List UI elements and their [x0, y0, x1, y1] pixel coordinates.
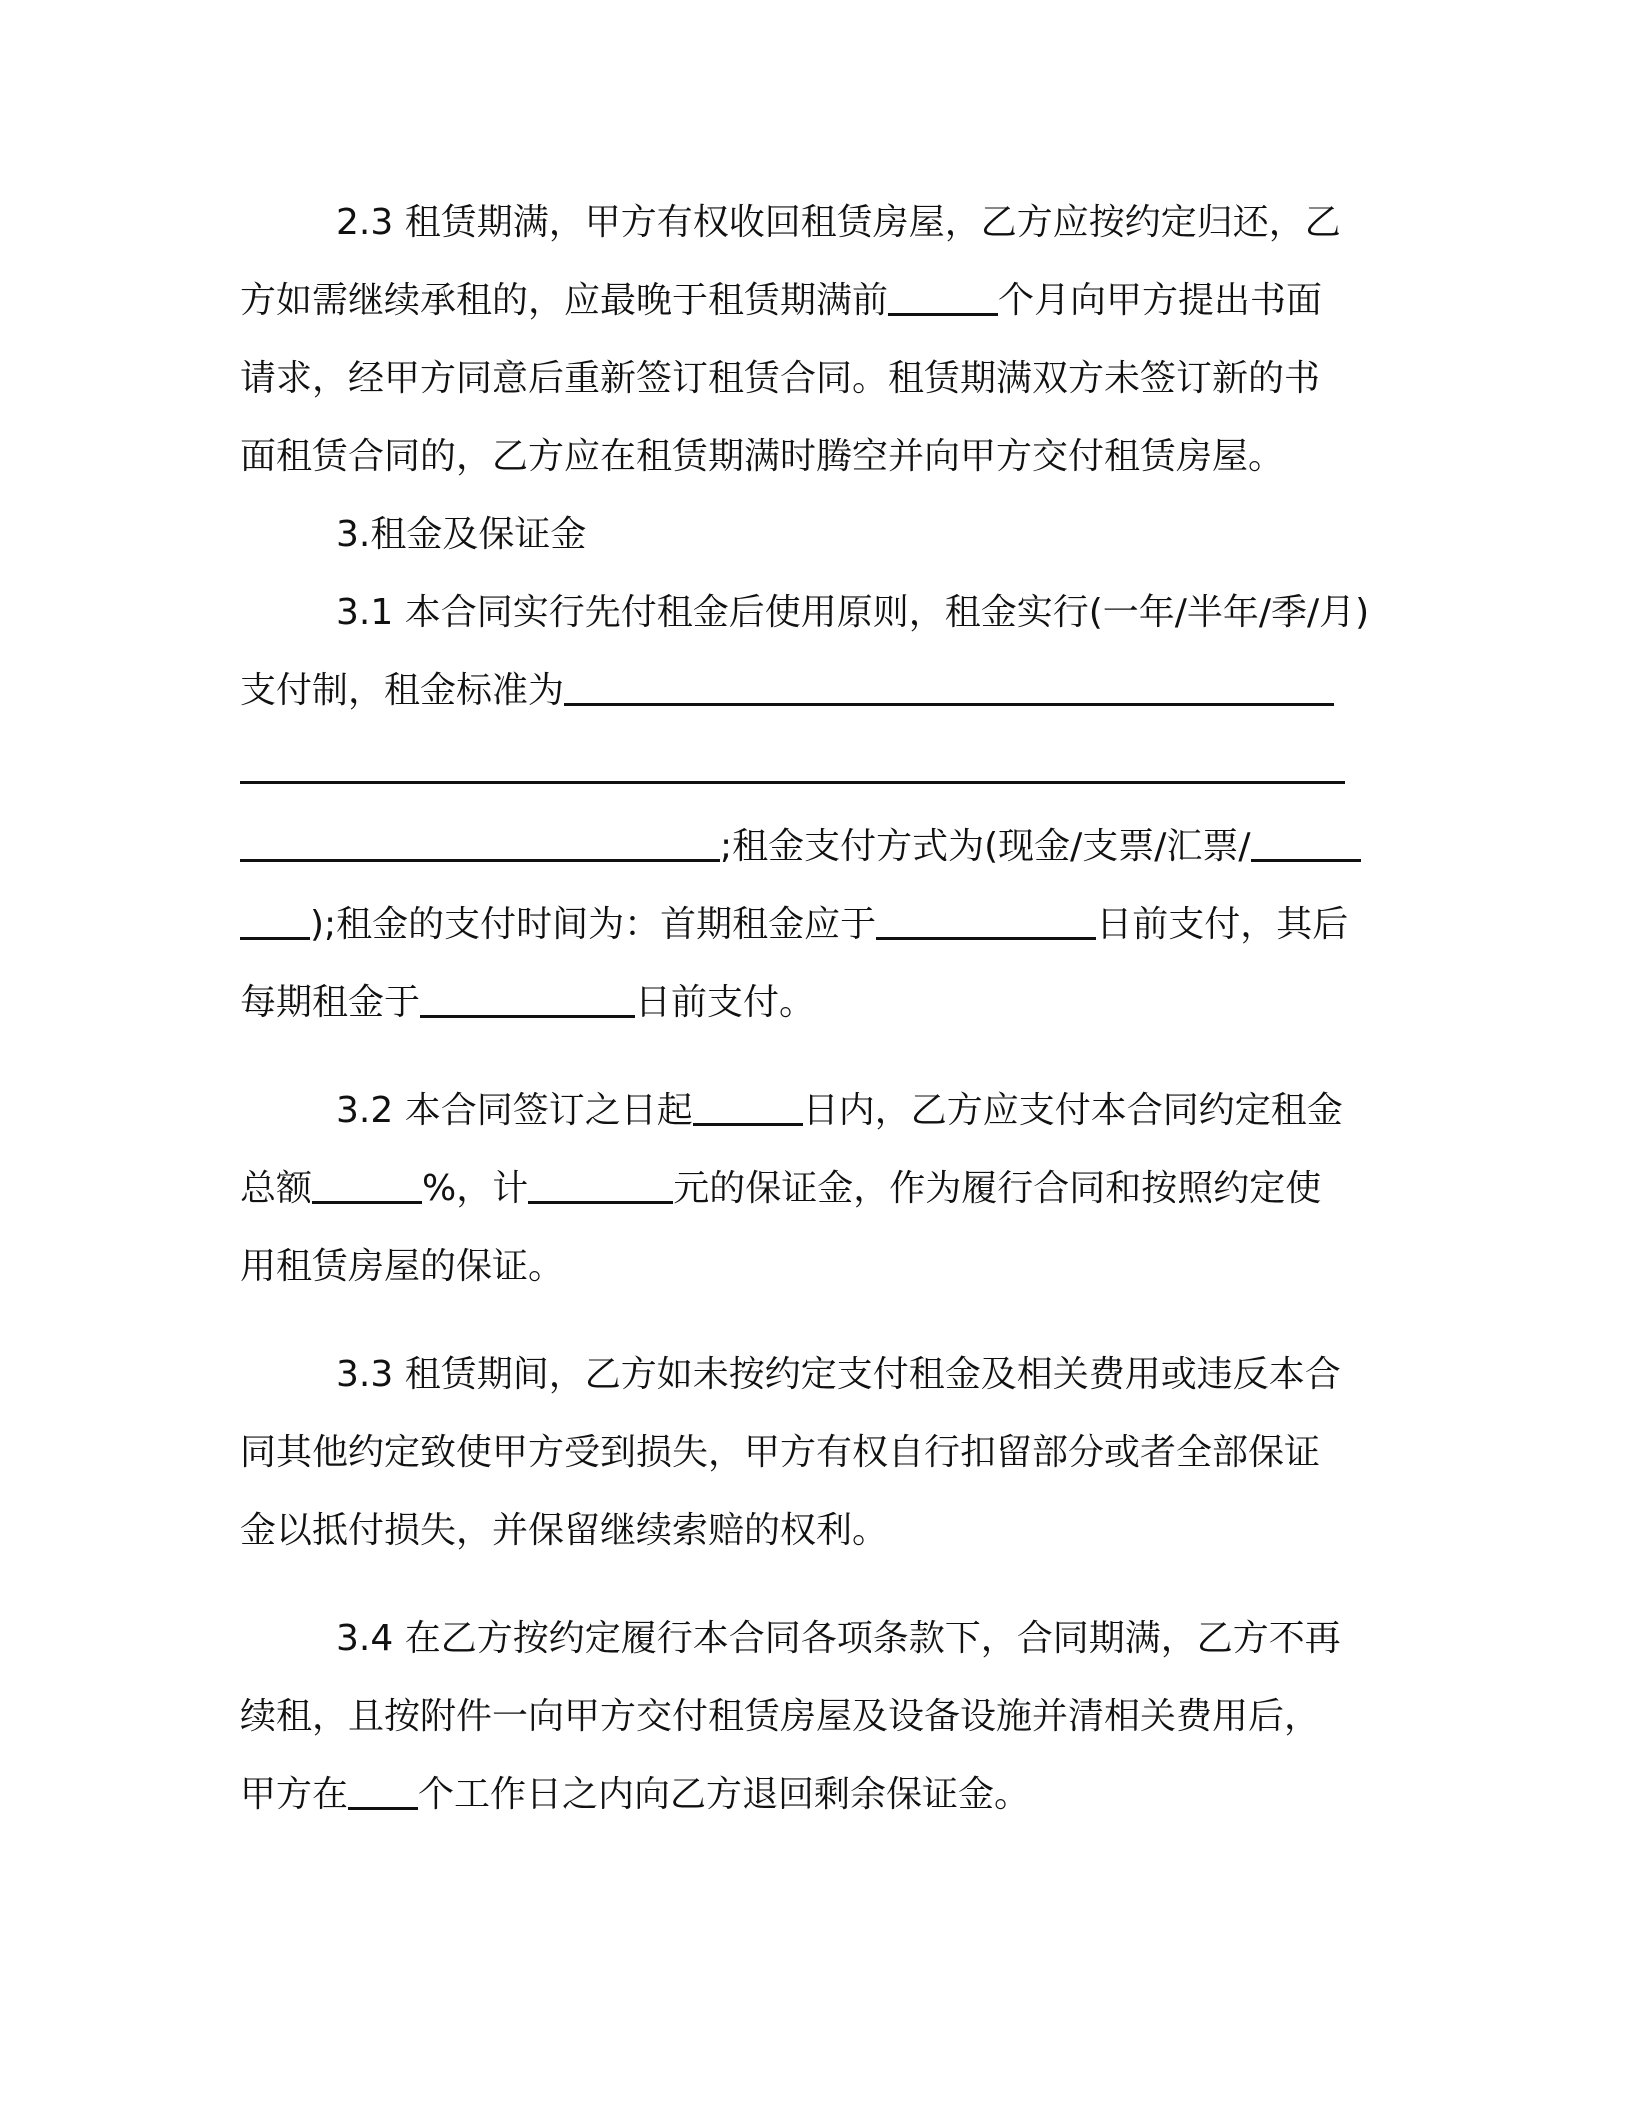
paragraph-2-3: [240, 184, 1400, 496]
paragraph-line: 金以抵付损失，并保留继续索赔的权利。: [240, 1510, 889, 1551]
paragraph-line: 面租赁合同的，乙方应在租赁期满时腾空并向甲方交付租赁房屋。: [240, 436, 1285, 477]
text-run: %，计: [422, 1168, 529, 1209]
paragraph-line: [240, 1756, 1400, 1834]
payment-method-blank: [240, 905, 310, 940]
text-run: 每期租金于: [240, 982, 421, 1023]
paragraph-line: 续租，且按附件一向甲方交付租赁房屋及设备设施并清相关费用后，: [240, 1696, 1321, 1737]
rent-standard-blank: [564, 671, 1334, 706]
paragraph-gap: [240, 1570, 1400, 1600]
text-run: 方如需继续承租的，应最晚于租赁期满前: [240, 280, 889, 321]
paragraph-3-2: [240, 1072, 1400, 1306]
payment-method-blank: [1251, 827, 1361, 862]
months-blank: [888, 281, 998, 316]
text-run: 个工作日之内向乙方退回剩余保证金。: [418, 1774, 1031, 1815]
paragraph-line: 请求，经甲方同意后重新签订租赁合同。租赁期满双方未签订新的书: [240, 358, 1321, 399]
paragraph-line: 3.3 租赁期间，乙方如未按约定支付租金及相关费用或违反本合: [336, 1354, 1341, 1395]
periodic-payment-date-blank: [420, 983, 635, 1018]
percent-blank: [312, 1169, 422, 1204]
text-run: 日前支付，其后: [1096, 904, 1349, 945]
section-heading: 3.租金及保证金: [336, 514, 587, 555]
text-run: 元的保证金，作为履行合同和按照约定使: [673, 1168, 1322, 1209]
paragraph-line: [240, 886, 1400, 964]
rent-standard-blank: [240, 749, 1345, 784]
text-run: 个月向甲方提出书面: [998, 280, 1323, 321]
paragraph-gap: [240, 1306, 1400, 1336]
text-run: 甲方在: [240, 1774, 349, 1815]
deposit-amount-blank: [528, 1169, 673, 1204]
paragraph-line: [240, 730, 1400, 808]
paragraph-line: [240, 1150, 1400, 1228]
working-days-blank: [348, 1775, 418, 1810]
paragraph-line: [240, 1072, 1400, 1150]
paragraph-line: 同其他约定致使甲方受到损失，甲方有权自行扣留部分或者全部保证: [240, 1432, 1321, 1473]
paragraph-line: 3.1 本合同实行先付租金后使用原则，租金实行(一年/半年/季/月): [336, 592, 1370, 633]
text-run: 总额: [240, 1168, 313, 1209]
text-run: 支付制，租金标准为: [240, 670, 565, 711]
text-run: ;租金支付方式为(现金/支票/汇票/: [720, 826, 1251, 867]
paragraph-line: [240, 652, 1400, 730]
paragraph-line: [240, 808, 1400, 886]
paragraph-line: 3.4 在乙方按约定履行本合同各项条款下，合同期满，乙方不再: [336, 1618, 1341, 1659]
section-heading-3: [240, 496, 1400, 574]
paragraph-line: 2.3 租赁期满，甲方有权收回租赁房屋，乙方应按约定归还，乙: [336, 202, 1341, 243]
days-blank: [693, 1091, 803, 1126]
paragraph-gap: [240, 1042, 1400, 1072]
paragraph-3-4: [240, 1600, 1400, 1834]
text-run: );租金的支付时间为：首期租金应于: [310, 904, 877, 945]
text-run: 3.2 本合同签订之日起: [336, 1090, 693, 1131]
paragraph-line: [240, 262, 1400, 340]
text-run: 日内，乙方应支付本合同约定租金: [802, 1090, 1343, 1131]
paragraph-line: 用租赁房屋的保证。: [240, 1246, 565, 1287]
first-payment-date-blank: [876, 905, 1096, 940]
rent-standard-blank: [240, 827, 720, 862]
paragraph-3-1: [240, 574, 1400, 1042]
text-run: 日前支付。: [635, 982, 816, 1023]
paragraph-line: [240, 964, 1400, 1042]
document-body: [240, 184, 1400, 1834]
paragraph-3-3: [240, 1336, 1400, 1570]
